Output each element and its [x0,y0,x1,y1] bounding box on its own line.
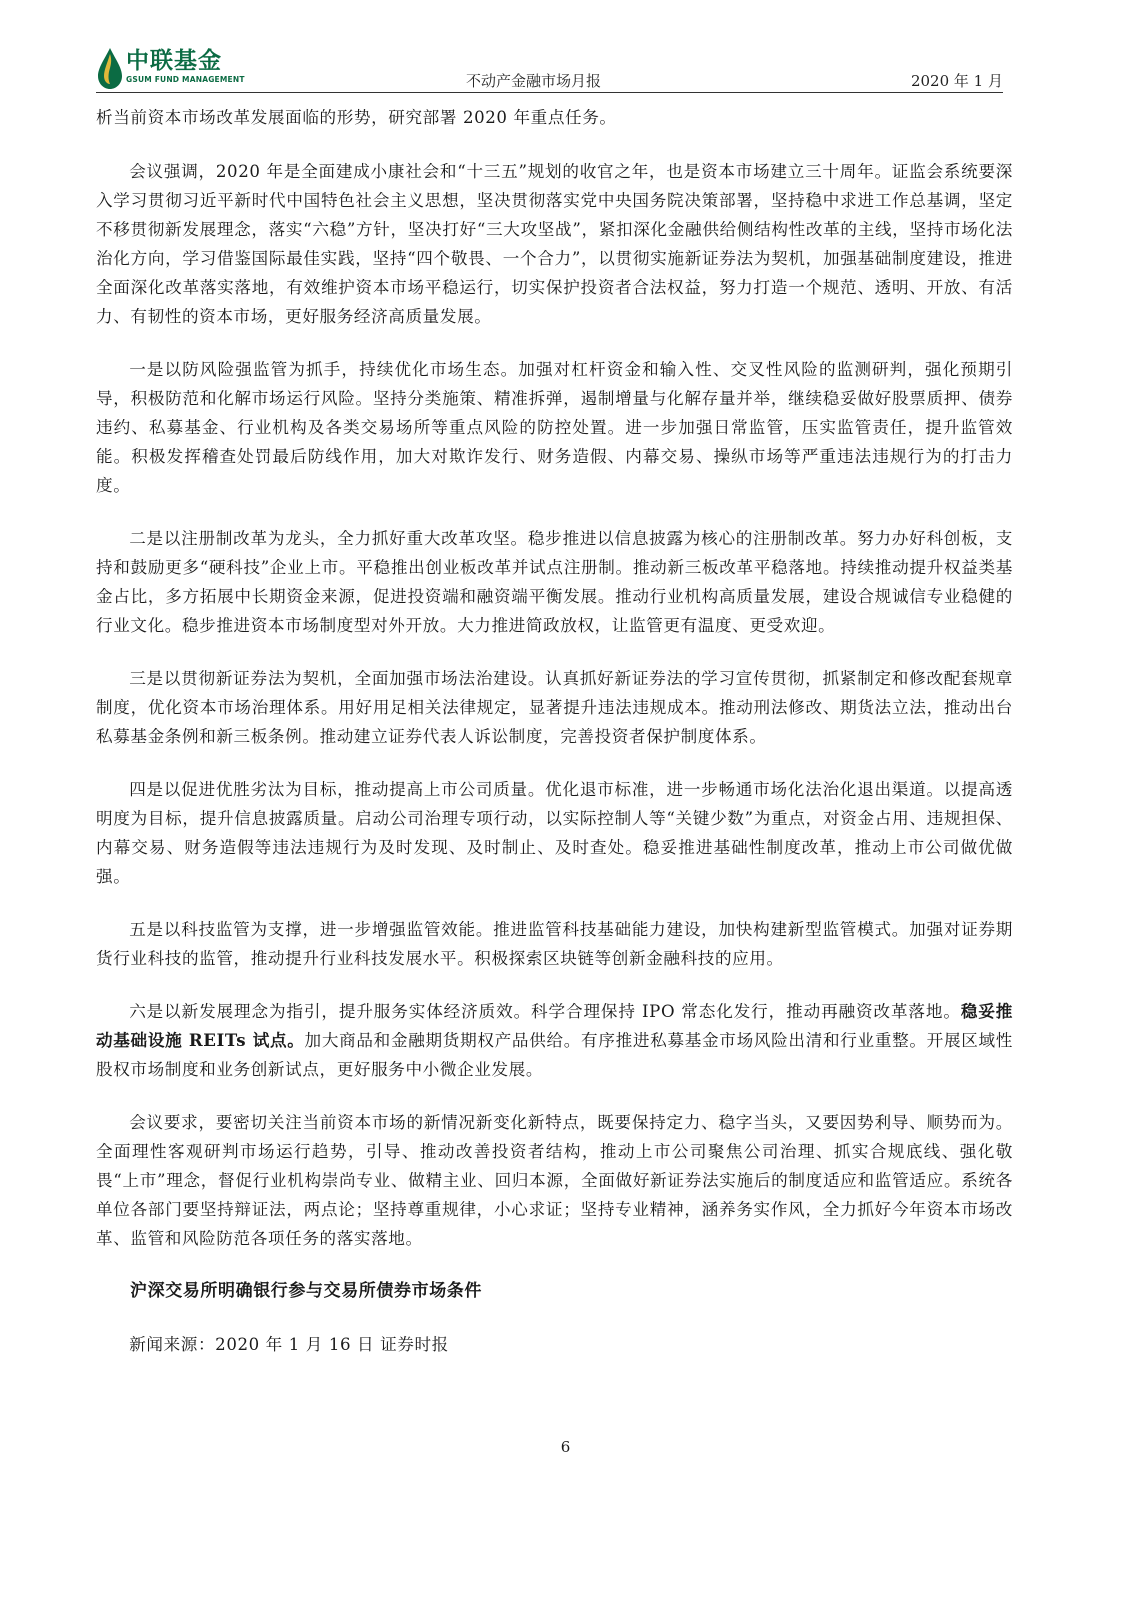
paragraph-task-six-part-a: 六是以新发展理念为指引，提升服务实体经济质效。科学合理保持 IPO 常态化发行，推动再融资改革落地。 [129,1002,961,1021]
paragraph-task-four: 四是以促进优胜劣汰为目标，推动提高上市公司质量。优化退市标准，进一步畅通市场化法治化退出渠道。以提高透明度为目标，提升信息披露质量。启动公司治理专项行动，以实际控制人等“关键少数”为重点，对资金占用、违规担保、内幕交易、财务造假等违法违规行为及时发现、及时制止、及时查处。稳妥推进基础性制度改革，推动上市公司做优做强。 [96,780,1013,886]
document-body [96,103,1013,1359]
paragraph-task-three: 三是以贯彻新证券法为契机，全面加强市场法治建设。认真抓好新证券法的学习宣传贯彻，抓紧制定和修改配套规章制度，优化资本市场治理体系。用好用足相关法律规定，显著提升违法违规成本。推动刑法修改、期货法立法，推动出台私募基金条例和新三板条例。推动建立证券代表人诉讼制度，完善投资者保护制度体系。 [96,669,1013,746]
reits-highlight: 稳妥推动基础设施 REITs 试点。 [96,1001,1013,1050]
company-logo [96,42,245,92]
header-divider [96,92,1003,93]
page-header [96,40,1003,92]
paragraph-task-two: 二是以注册制改革为龙头，全力抓好重大改革攻坚。稳步推进以信息披露为核心的注册制改革。努力办好科创板，支持和鼓励更多“硬科技”企业上市。平稳推出创业板改革并试点注册制。推动新三板改革平稳落地。持续推动提升权益类基金占比，多方拓展中长期资金来源，促进投资端和融资端平衡发展。推动行业机构高质量发展，建设合规诚信专业稳健的行业文化。稳步推进资本市场制度型对外开放。大力推进简政放权，让监管更有温度、更受欢迎。 [96,529,1013,635]
report-date: 2020 年 1 月 [910,72,1003,90]
report-title: 不动产金融市场月报 [466,72,602,90]
leaf-logo-icon [96,46,124,90]
paragraph-task-five: 五是以科技监管为支撑，进一步增强监管效能。推进监管科技基础能力建设，加快构建新型监管模式。加强对证券期货行业科技的监管，推动提升行业科技发展水平。积极探索区块链等创新金融科技的应用。 [96,920,1013,968]
paragraph-meeting-requirements: 会议要求，要密切关注当前资本市场的新情况新变化新特点，既要保持定力、稳字当头，又要因势利导、顺势而为。全面理性客观研判市场运行趋势，引导、推动改善投资者结构，推动上市公司聚焦公司治理、抓实合规底线、强化敬畏“上市”理念，督促行业机构崇尚专业、做精主业、回归本源，全面做好新证券法实施后的制度适应和监管适应。系统各单位各部门要坚持辩证法，两点论；坚持尊重规律，小心求证；坚持专业精神，涵养务实作风，全力抓好今年资本市场改革、监管和风险防范各项任务的落实落地。 [96,1113,1013,1248]
paragraph-continued: 析当前资本市场改革发展面临的形势，研究部署 2020 年重点任务。 [96,108,617,127]
paragraph-task-six [96,997,1013,1084]
page-number: 6 [560,1438,571,1456]
paragraph-task-one: 一是以防风险强监管为抓手，持续优化市场生态。加强对杠杆资金和输入性、交叉性风险的监测研判，强化预期引导，积极防范和化解市场运行风险。坚持分类施策、精准拆弹，遏制增量与化解存量并举，继续稳妥做好股票质押、债券违约、私募基金、行业机构及各类交易场所等重点风险的防控处置。进一步加强日常监管，压实监管责任，提升监管效能。积极发挥稽查处罚最后防线作用，加大对欺诈发行、财务造假、内幕交易、操纵市场等严重违法违规行为的打击力度。 [96,360,1013,495]
paragraph-task-six-part-c: 加大商品和金融期货期权产品供给。有序推进私募基金市场风险出清和行业重整。开展区域性股权市场制度和业务创新试点，更好服务中小微企业发展。 [96,1031,1013,1079]
section-heading: 沪深交易所明确银行参与交易所债券市场条件 [130,1281,482,1301]
logo-english-name: GSUM FUND MANAGEMENT [126,75,245,84]
paragraph-meeting-emphasis: 会议强调，2020 年是全面建成小康社会和“十三五”规划的收官之年，也是资本市场建立三十周年。证监会系统要深入学习贯彻习近平新时代中国特色社会主义思想，坚决贯彻落实党中央国务院决策部署，坚持稳中求进工作总基调，坚定不移贯彻新发展理念，落实“六稳”方针，坚决打好“三大攻坚战”，紧扣深化金融供给侧结构性改革的主线，坚持市场化法治化方向，学习借鉴国际最佳实践，坚持“四个敬畏、一个合力”，以贯彻实施新证券法为契机，加强基础制度建设，推进全面深化改革落实落地，有效维护资本市场平稳运行，切实保护投资者合法权益，努力打造一个规范、透明、开放、有活力、有韧性的资本市场，更好服务经济高质量发展。 [96,162,1013,326]
news-source: 新闻来源：2020 年 1 月 16 日 证券时报 [129,1335,449,1354]
logo-chinese-name: 中联基金 [126,48,222,74]
